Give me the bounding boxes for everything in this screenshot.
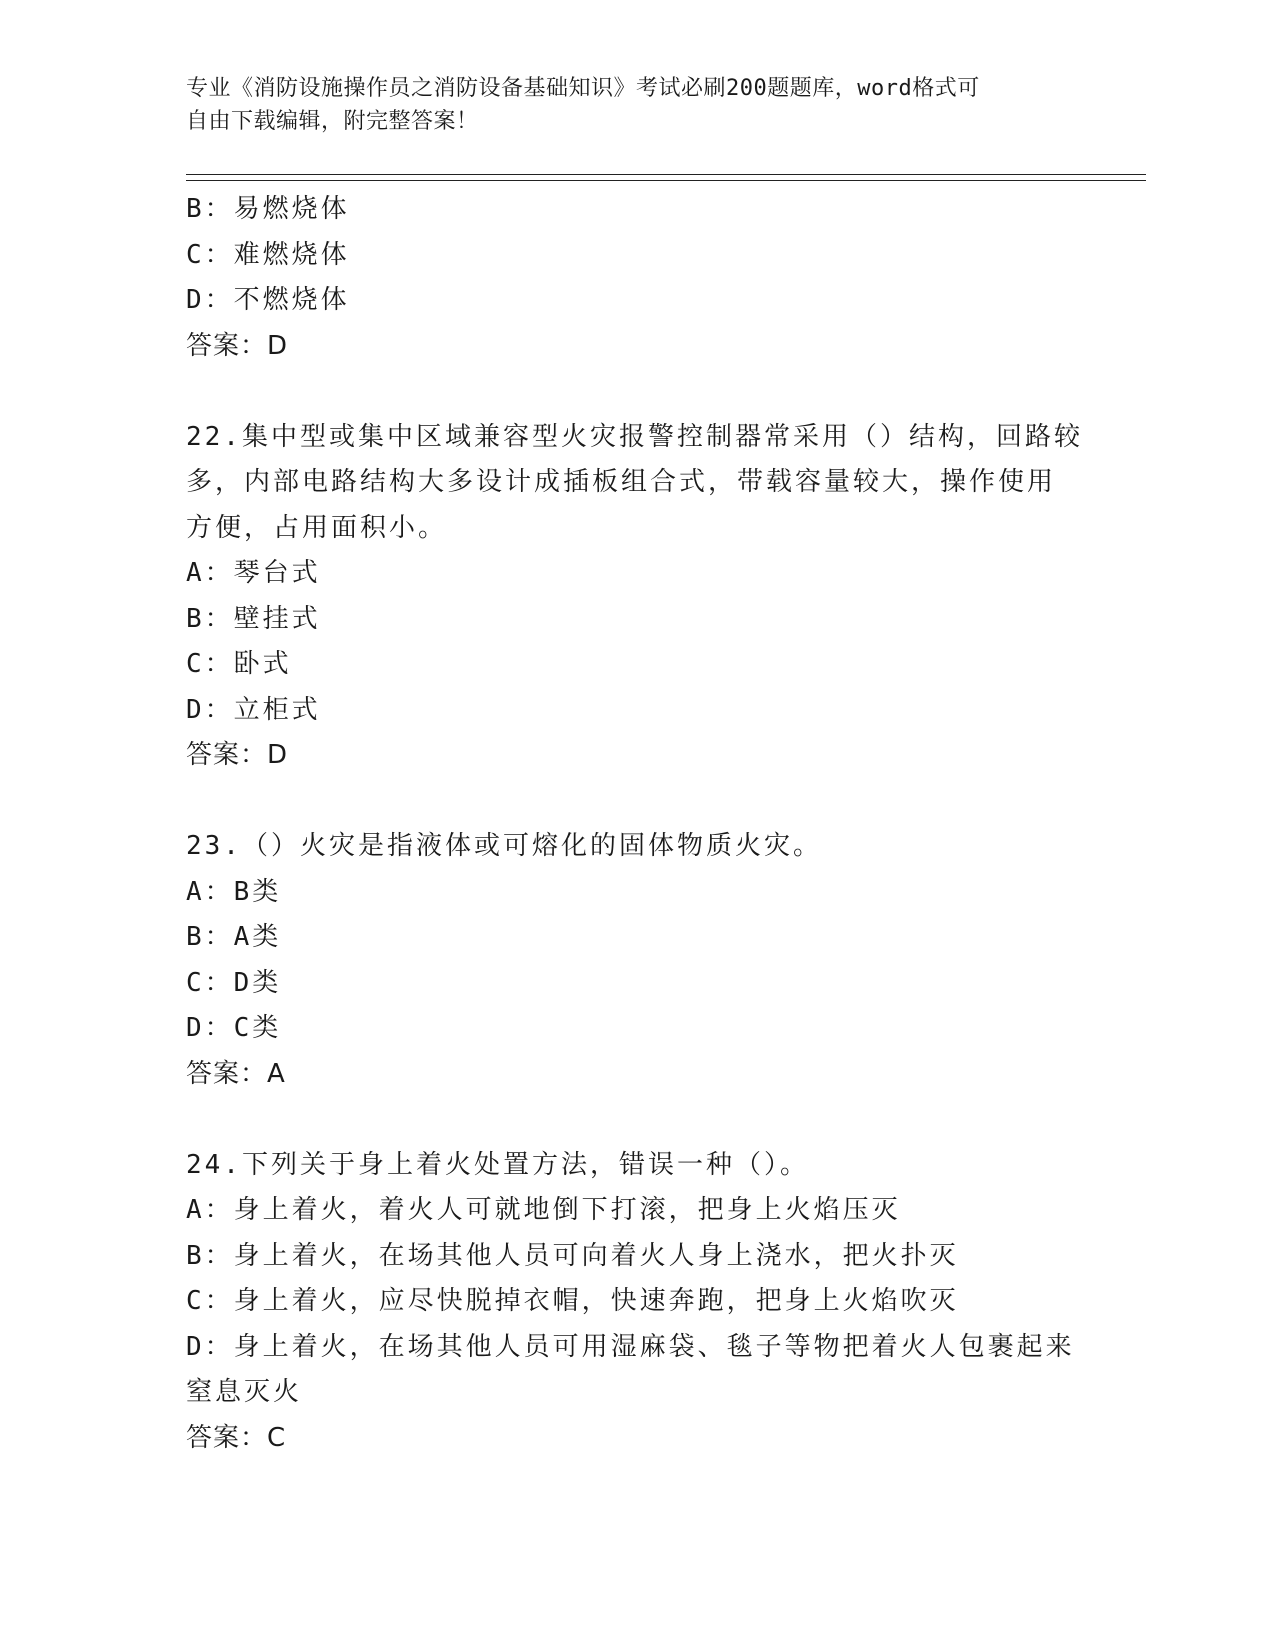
- option-b: B：身上着火，在场其他人员可向着火人身上浇水，把火扑灭: [186, 1240, 959, 1271]
- option-a: A：琴台式: [186, 558, 321, 588]
- option-c: C：难燃烧体: [186, 239, 350, 270]
- option-a: A：身上着火，着火人可就地倒下打滚，把身上火焰压灭: [186, 1195, 901, 1225]
- answer-line: 答案：A: [186, 1058, 286, 1089]
- option-b: B：壁挂式: [186, 603, 321, 634]
- option-d: D：身上着火，在场其他人员可用湿麻袋、毯子等物把着火人包裹起来: [186, 1331, 1075, 1362]
- question-23: [186, 824, 1086, 1097]
- question-stem-line: 24.下列关于身上着火处置方法，错误一种（）。: [186, 1149, 809, 1180]
- option-a: A：B类: [186, 876, 282, 907]
- answer-line: 答案：C: [186, 1422, 287, 1453]
- option-c: C：卧式: [186, 649, 292, 679]
- question-22: [186, 415, 1086, 779]
- question-stem-line: 23.（）火灾是指液体或可熔化的固体物质火灾。: [186, 831, 822, 861]
- question-content: [186, 187, 1086, 1461]
- header-divider-bottom: [186, 180, 1146, 181]
- header-divider-top: [186, 174, 1146, 175]
- option-d: D：立柜式: [186, 694, 321, 725]
- option-d: D：不燃烧体: [186, 285, 350, 315]
- answer-line: 答案：D: [186, 740, 289, 770]
- option-d: D：C类: [186, 1013, 282, 1043]
- question-24: [186, 1143, 1086, 1462]
- document-header: [186, 72, 1066, 138]
- header-line-2: 自由下载编辑，附完整答案！: [186, 109, 479, 134]
- question-stem-line: 方便，占用面积小。: [186, 512, 448, 543]
- option-d-continuation: 窒息灭火: [186, 1377, 303, 1407]
- option-b: B：易燃烧体: [186, 194, 350, 224]
- spacer: [186, 779, 1086, 825]
- question-21-tail: [186, 187, 1086, 369]
- question-stem-line: 多，内部电路结构大多设计成插板组合式，带载容量较大，操作使用: [186, 467, 1057, 497]
- option-b: B：A类: [186, 922, 282, 952]
- header-line-1: 专业《消防设施操作员之消防设备基础知识》考试必刷200题题库，word格式可: [186, 76, 980, 101]
- option-c: C：D类: [186, 967, 282, 998]
- spacer: [186, 1097, 1086, 1143]
- option-c: C：身上着火，应尽快脱掉衣帽，快速奔跑，把身上火焰吹灭: [186, 1286, 959, 1316]
- answer-line: 答案：D: [186, 330, 289, 361]
- spacer: [186, 369, 1086, 415]
- question-stem-line: 22.集中型或集中区域兼容型火灾报警控制器常采用（）结构，回路较: [186, 421, 1083, 452]
